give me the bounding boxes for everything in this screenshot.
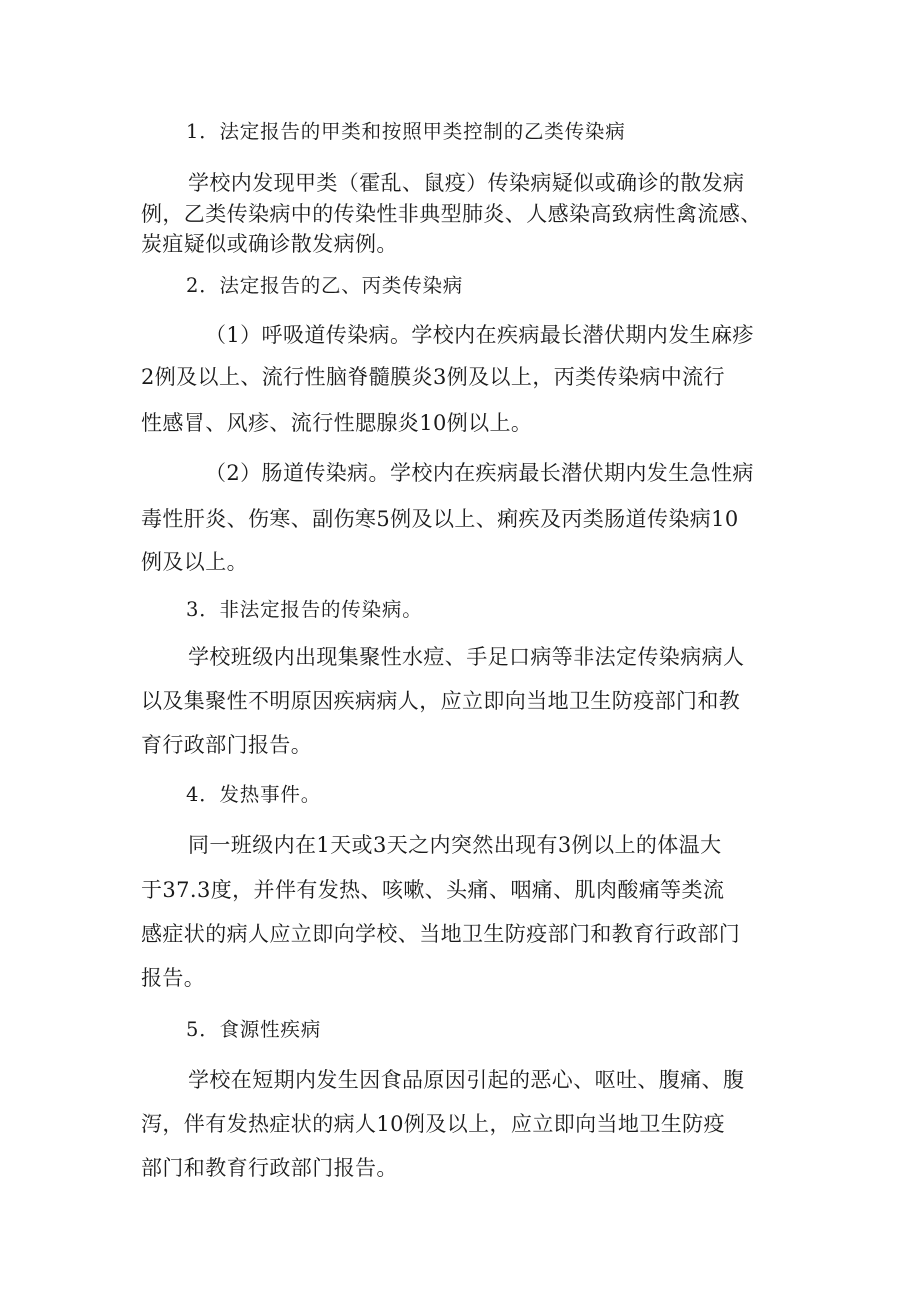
paragraph-line: 学校班级内出现集聚性水痘、手足口病等非法定传染病病人 bbox=[188, 645, 745, 669]
paragraph-line: 例及以上。 bbox=[141, 550, 248, 574]
paragraph-line: （2）肠道传染病。学校内在疾病最长潜伏期内发生急性病 bbox=[205, 461, 754, 485]
paragraph-line: 例，乙类传染病中的传染性非典型肺炎、人感染高致病性禽流感、 bbox=[141, 202, 762, 226]
paragraph-line: 育行政部门报告。 bbox=[141, 733, 313, 757]
paragraph-line: 同一班级内在1天或3天之内突然出现有3例以上的体温大 bbox=[188, 833, 722, 857]
paragraph-line: 部门和教育行政部门报告。 bbox=[141, 1156, 398, 1180]
section-heading-5: 5．食源性疾病 bbox=[186, 1018, 322, 1041]
paragraph-line: 2例及以上、流行性脑脊髓膜炎3例及以上，丙类传染病中流行 bbox=[141, 365, 725, 389]
paragraph-line: 感症状的病人应立即向学校、当地卫生防疫部门和教育行政部门 bbox=[141, 922, 741, 946]
paragraph-line: 学校内发现甲类（霍乱、鼠疫）传染病疑似或确诊的散发病 bbox=[188, 171, 745, 195]
section-heading-4: 4．发热事件。 bbox=[186, 783, 322, 806]
paragraph-line: 报告。 bbox=[141, 966, 206, 990]
paragraph-line: 以及集聚性不明原因疾病病人，应立即向当地卫生防疫部门和教 bbox=[141, 689, 741, 713]
paragraph-line: （1）呼吸道传染病。学校内在疾病最长潜伏期内发生麻疹 bbox=[205, 323, 754, 347]
paragraph-line: 泻，伴有发热症状的病人10例及以上，应立即向当地卫生防疫 bbox=[141, 1112, 725, 1136]
section-heading-2: 2．法定报告的乙、丙类传染病 bbox=[186, 274, 464, 297]
section-heading-1: 1．法定报告的甲类和按照甲类控制的乙类传染病 bbox=[186, 120, 626, 143]
paragraph-line: 于37.3度，并伴有发热、咳嗽、头痛、咽痛、肌肉酸痛等类流 bbox=[141, 878, 725, 902]
paragraph-line: 毒性肝炎、伤寒、副伤寒5例及以上、痢疾及丙类肠道传染病10 bbox=[141, 507, 739, 531]
paragraph-line: 炭疽疑似或确诊散发病例。 bbox=[141, 232, 398, 256]
paragraph-line: 学校在短期内发生因食品原因引起的恶心、呕吐、腹痛、腹 bbox=[188, 1068, 745, 1092]
section-heading-3: 3．非法定报告的传染病。 bbox=[186, 598, 423, 621]
paragraph-line: 性感冒、风疹、流行性腮腺炎10例以上。 bbox=[141, 411, 533, 435]
